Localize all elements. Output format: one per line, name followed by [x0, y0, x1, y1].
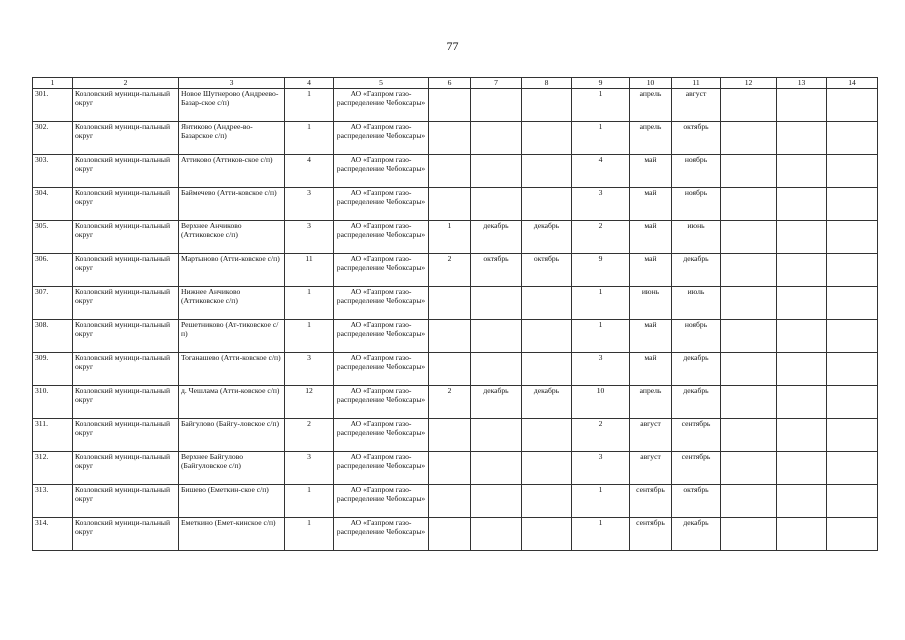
settlement-cell: Баймечево (Атти-ковское с/п) [179, 188, 285, 221]
col14-cell [827, 452, 878, 485]
table-row [33, 188, 878, 221]
col7-cell [471, 155, 522, 188]
col9-cell: 1 [572, 122, 630, 155]
col6-cell: 2 [429, 386, 471, 419]
col6-cell [429, 188, 471, 221]
col10-cell: май [630, 254, 672, 287]
settlement-cell: Бишево (Еметкин-ское с/п) [179, 485, 285, 518]
organization-cell: АО «Газпром газо-распределение Чебоксары» [334, 287, 429, 320]
col13-cell [777, 221, 827, 254]
schedule-table [32, 77, 878, 551]
col4-cell: 1 [285, 518, 334, 551]
row-number-cell: 310. [33, 386, 73, 419]
column-header: 13 [777, 78, 827, 89]
row-number-cell: 313. [33, 485, 73, 518]
district-cell: Козловский муници-пальный округ [73, 518, 179, 551]
row-number-cell: 306. [33, 254, 73, 287]
col9-cell: 1 [572, 518, 630, 551]
col4-cell: 1 [285, 485, 334, 518]
col6-cell [429, 155, 471, 188]
col7-cell [471, 320, 522, 353]
col11-cell: ноябрь [672, 188, 721, 221]
col7-cell [471, 452, 522, 485]
col11-cell: сентябрь [672, 419, 721, 452]
col7-cell [471, 122, 522, 155]
district-cell: Козловский муници-пальный округ [73, 122, 179, 155]
table-row [33, 254, 878, 287]
col11-cell: ноябрь [672, 155, 721, 188]
row-number-cell: 303. [33, 155, 73, 188]
district-cell: Козловский муници-пальный округ [73, 254, 179, 287]
row-number-cell: 314. [33, 518, 73, 551]
settlement-cell: Мартыново (Атти-ковское с/п) [179, 254, 285, 287]
col10-cell: май [630, 320, 672, 353]
col10-cell: август [630, 452, 672, 485]
col14-cell [827, 353, 878, 386]
col10-cell: сентябрь [630, 518, 672, 551]
district-cell: Козловский муници-пальный округ [73, 221, 179, 254]
col11-cell: июнь [672, 221, 721, 254]
district-cell: Козловский муници-пальный округ [73, 89, 179, 122]
col14-cell [827, 287, 878, 320]
col8-cell [522, 419, 572, 452]
col8-cell [522, 155, 572, 188]
col12-cell [721, 353, 777, 386]
table-row [33, 419, 878, 452]
col14-cell [827, 320, 878, 353]
col13-cell [777, 89, 827, 122]
settlement-cell: Верхнее Анчиково (Аттиковское с/п) [179, 221, 285, 254]
col4-cell: 1 [285, 122, 334, 155]
column-header: 14 [827, 78, 878, 89]
col9-cell: 1 [572, 485, 630, 518]
col8-cell [522, 89, 572, 122]
col10-cell: апрель [630, 386, 672, 419]
col4-cell: 3 [285, 221, 334, 254]
col12-cell [721, 485, 777, 518]
col6-cell [429, 320, 471, 353]
row-number-cell: 309. [33, 353, 73, 386]
col14-cell [827, 122, 878, 155]
organization-cell: АО «Газпром газо-распределение Чебоксары» [334, 221, 429, 254]
row-number-cell: 305. [33, 221, 73, 254]
col9-cell: 1 [572, 89, 630, 122]
column-header: 4 [285, 78, 334, 89]
col8-cell: декабрь [522, 386, 572, 419]
col7-cell: декабрь [471, 221, 522, 254]
table-row [33, 518, 878, 551]
col7-cell [471, 485, 522, 518]
col8-cell [522, 320, 572, 353]
table-body [33, 78, 878, 551]
col10-cell: май [630, 221, 672, 254]
column-header: 10 [630, 78, 672, 89]
col13-cell [777, 485, 827, 518]
column-header: 7 [471, 78, 522, 89]
col11-cell: декабрь [672, 386, 721, 419]
table-row [33, 353, 878, 386]
col10-cell: август [630, 419, 672, 452]
col4-cell: 1 [285, 320, 334, 353]
col11-cell: декабрь [672, 518, 721, 551]
col14-cell [827, 254, 878, 287]
col11-cell: ноябрь [672, 320, 721, 353]
district-cell: Козловский муници-пальный округ [73, 419, 179, 452]
col9-cell: 3 [572, 452, 630, 485]
column-header: 5 [334, 78, 429, 89]
settlement-cell: Нижнее Анчиково (Аттиковское с/п) [179, 287, 285, 320]
col9-cell: 4 [572, 155, 630, 188]
col4-cell: 12 [285, 386, 334, 419]
col10-cell: май [630, 188, 672, 221]
organization-cell: АО «Газпром газо-распределение Чебоксары» [334, 122, 429, 155]
col11-cell: октябрь [672, 122, 721, 155]
col10-cell: июнь [630, 287, 672, 320]
col12-cell [721, 287, 777, 320]
col14-cell [827, 188, 878, 221]
column-header: 12 [721, 78, 777, 89]
col11-cell: декабрь [672, 254, 721, 287]
organization-cell: АО «Газпром газо-распределение Чебоксары» [334, 518, 429, 551]
table-row [33, 452, 878, 485]
col9-cell: 2 [572, 221, 630, 254]
col9-cell: 2 [572, 419, 630, 452]
col13-cell [777, 254, 827, 287]
col11-cell: декабрь [672, 353, 721, 386]
col7-cell [471, 419, 522, 452]
page-number: 77 [446, 39, 459, 53]
col8-cell [522, 485, 572, 518]
organization-cell: АО «Газпром газо-распределение Чебоксары» [334, 485, 429, 518]
col12-cell [721, 419, 777, 452]
col10-cell: апрель [630, 89, 672, 122]
col13-cell [777, 122, 827, 155]
col8-cell [522, 122, 572, 155]
col12-cell [721, 221, 777, 254]
col10-cell: май [630, 353, 672, 386]
col12-cell [721, 122, 777, 155]
col4-cell: 4 [285, 155, 334, 188]
col12-cell [721, 89, 777, 122]
district-cell: Козловский муници-пальный округ [73, 485, 179, 518]
col4-cell: 3 [285, 188, 334, 221]
row-number-cell: 302. [33, 122, 73, 155]
col6-cell [429, 485, 471, 518]
col13-cell [777, 386, 827, 419]
col14-cell [827, 386, 878, 419]
col13-cell [777, 287, 827, 320]
col7-cell [471, 188, 522, 221]
col12-cell [721, 320, 777, 353]
settlement-cell: Решетниково (Ат-тиковское с/п) [179, 320, 285, 353]
district-cell: Козловский муници-пальный округ [73, 452, 179, 485]
col6-cell [429, 287, 471, 320]
col6-cell: 2 [429, 254, 471, 287]
organization-cell: АО «Газпром газо-распределение Чебоксары» [334, 155, 429, 188]
organization-cell: АО «Газпром газо-распределение Чебоксары» [334, 419, 429, 452]
col9-cell: 9 [572, 254, 630, 287]
col12-cell [721, 452, 777, 485]
settlement-cell: Верхнее Байгулово (Байгуловское с/п) [179, 452, 285, 485]
col7-cell: октябрь [471, 254, 522, 287]
col7-cell [471, 518, 522, 551]
col6-cell: 1 [429, 221, 471, 254]
col10-cell: апрель [630, 122, 672, 155]
district-cell: Козловский муници-пальный округ [73, 188, 179, 221]
col8-cell: октябрь [522, 254, 572, 287]
col6-cell [429, 419, 471, 452]
settlement-cell: Новое Шутнерово (Андреево-Базар-ское с/п) [179, 89, 285, 122]
organization-cell: АО «Газпром газо-распределение Чебоксары» [334, 320, 429, 353]
row-number-cell: 301. [33, 89, 73, 122]
column-header: 8 [522, 78, 572, 89]
col14-cell [827, 518, 878, 551]
settlement-cell: Аттиково (Аттиков-ское с/п) [179, 155, 285, 188]
table-row [33, 155, 878, 188]
col4-cell: 1 [285, 287, 334, 320]
district-cell: Козловский муници-пальный округ [73, 320, 179, 353]
column-header: 6 [429, 78, 471, 89]
col12-cell [721, 254, 777, 287]
district-cell: Козловский муници-пальный округ [73, 386, 179, 419]
col9-cell: 1 [572, 287, 630, 320]
col8-cell [522, 188, 572, 221]
column-header: 1 [33, 78, 73, 89]
row-number-cell: 304. [33, 188, 73, 221]
table-row [33, 122, 878, 155]
col4-cell: 3 [285, 452, 334, 485]
col7-cell [471, 353, 522, 386]
col9-cell: 1 [572, 320, 630, 353]
col11-cell: сентябрь [672, 452, 721, 485]
column-header: 11 [672, 78, 721, 89]
col7-cell [471, 89, 522, 122]
col8-cell: декабрь [522, 221, 572, 254]
col14-cell [827, 155, 878, 188]
table-row [33, 320, 878, 353]
col12-cell [721, 518, 777, 551]
header-row [33, 78, 878, 89]
col14-cell [827, 221, 878, 254]
col14-cell [827, 485, 878, 518]
col13-cell [777, 353, 827, 386]
organization-cell: АО «Газпром газо-распределение Чебоксары» [334, 353, 429, 386]
settlement-cell: Байгулово (Байгу-ловское с/п) [179, 419, 285, 452]
col14-cell [827, 89, 878, 122]
settlement-cell: Тоганашево (Атти-ковское с/п) [179, 353, 285, 386]
organization-cell: АО «Газпром газо-распределение Чебоксары» [334, 254, 429, 287]
table-row [33, 221, 878, 254]
organization-cell: АО «Газпром газо-распределение Чебоксары» [334, 188, 429, 221]
column-header: 2 [73, 78, 179, 89]
col4-cell: 3 [285, 353, 334, 386]
col7-cell: декабрь [471, 386, 522, 419]
col7-cell [471, 287, 522, 320]
organization-cell: АО «Газпром газо-распределение Чебоксары» [334, 386, 429, 419]
col8-cell [522, 353, 572, 386]
row-number-cell: 312. [33, 452, 73, 485]
col11-cell: июль [672, 287, 721, 320]
column-header: 3 [179, 78, 285, 89]
table-row [33, 485, 878, 518]
col6-cell [429, 353, 471, 386]
district-cell: Козловский муници-пальный округ [73, 155, 179, 188]
organization-cell: АО «Газпром газо-распределение Чебоксары» [334, 89, 429, 122]
col4-cell: 2 [285, 419, 334, 452]
col13-cell [777, 518, 827, 551]
col12-cell [721, 386, 777, 419]
col12-cell [721, 188, 777, 221]
col4-cell: 1 [285, 89, 334, 122]
col11-cell: октябрь [672, 485, 721, 518]
col13-cell [777, 155, 827, 188]
col9-cell: 3 [572, 353, 630, 386]
col6-cell [429, 518, 471, 551]
district-cell: Козловский муници-пальный округ [73, 287, 179, 320]
col8-cell [522, 452, 572, 485]
district-cell: Козловский муници-пальный округ [73, 353, 179, 386]
col10-cell: май [630, 155, 672, 188]
col13-cell [777, 452, 827, 485]
col6-cell [429, 122, 471, 155]
col14-cell [827, 419, 878, 452]
col13-cell [777, 188, 827, 221]
col6-cell [429, 452, 471, 485]
col9-cell: 3 [572, 188, 630, 221]
col13-cell [777, 419, 827, 452]
organization-cell: АО «Газпром газо-распределение Чебоксары» [334, 452, 429, 485]
col8-cell [522, 518, 572, 551]
table-row [33, 89, 878, 122]
col11-cell: август [672, 89, 721, 122]
row-number-cell: 311. [33, 419, 73, 452]
row-number-cell: 308. [33, 320, 73, 353]
col13-cell [777, 320, 827, 353]
col4-cell: 11 [285, 254, 334, 287]
row-number-cell: 307. [33, 287, 73, 320]
col8-cell [522, 287, 572, 320]
col12-cell [721, 155, 777, 188]
settlement-cell: Еметкино (Емет-кинское с/п) [179, 518, 285, 551]
col9-cell: 10 [572, 386, 630, 419]
settlement-cell: Янтиково (Андрее-во-Базарское с/п) [179, 122, 285, 155]
column-header: 9 [572, 78, 630, 89]
table-row [33, 287, 878, 320]
col6-cell [429, 89, 471, 122]
settlement-cell: д. Чешлама (Атти-ковское с/п) [179, 386, 285, 419]
col10-cell: сентябрь [630, 485, 672, 518]
table-row [33, 386, 878, 419]
